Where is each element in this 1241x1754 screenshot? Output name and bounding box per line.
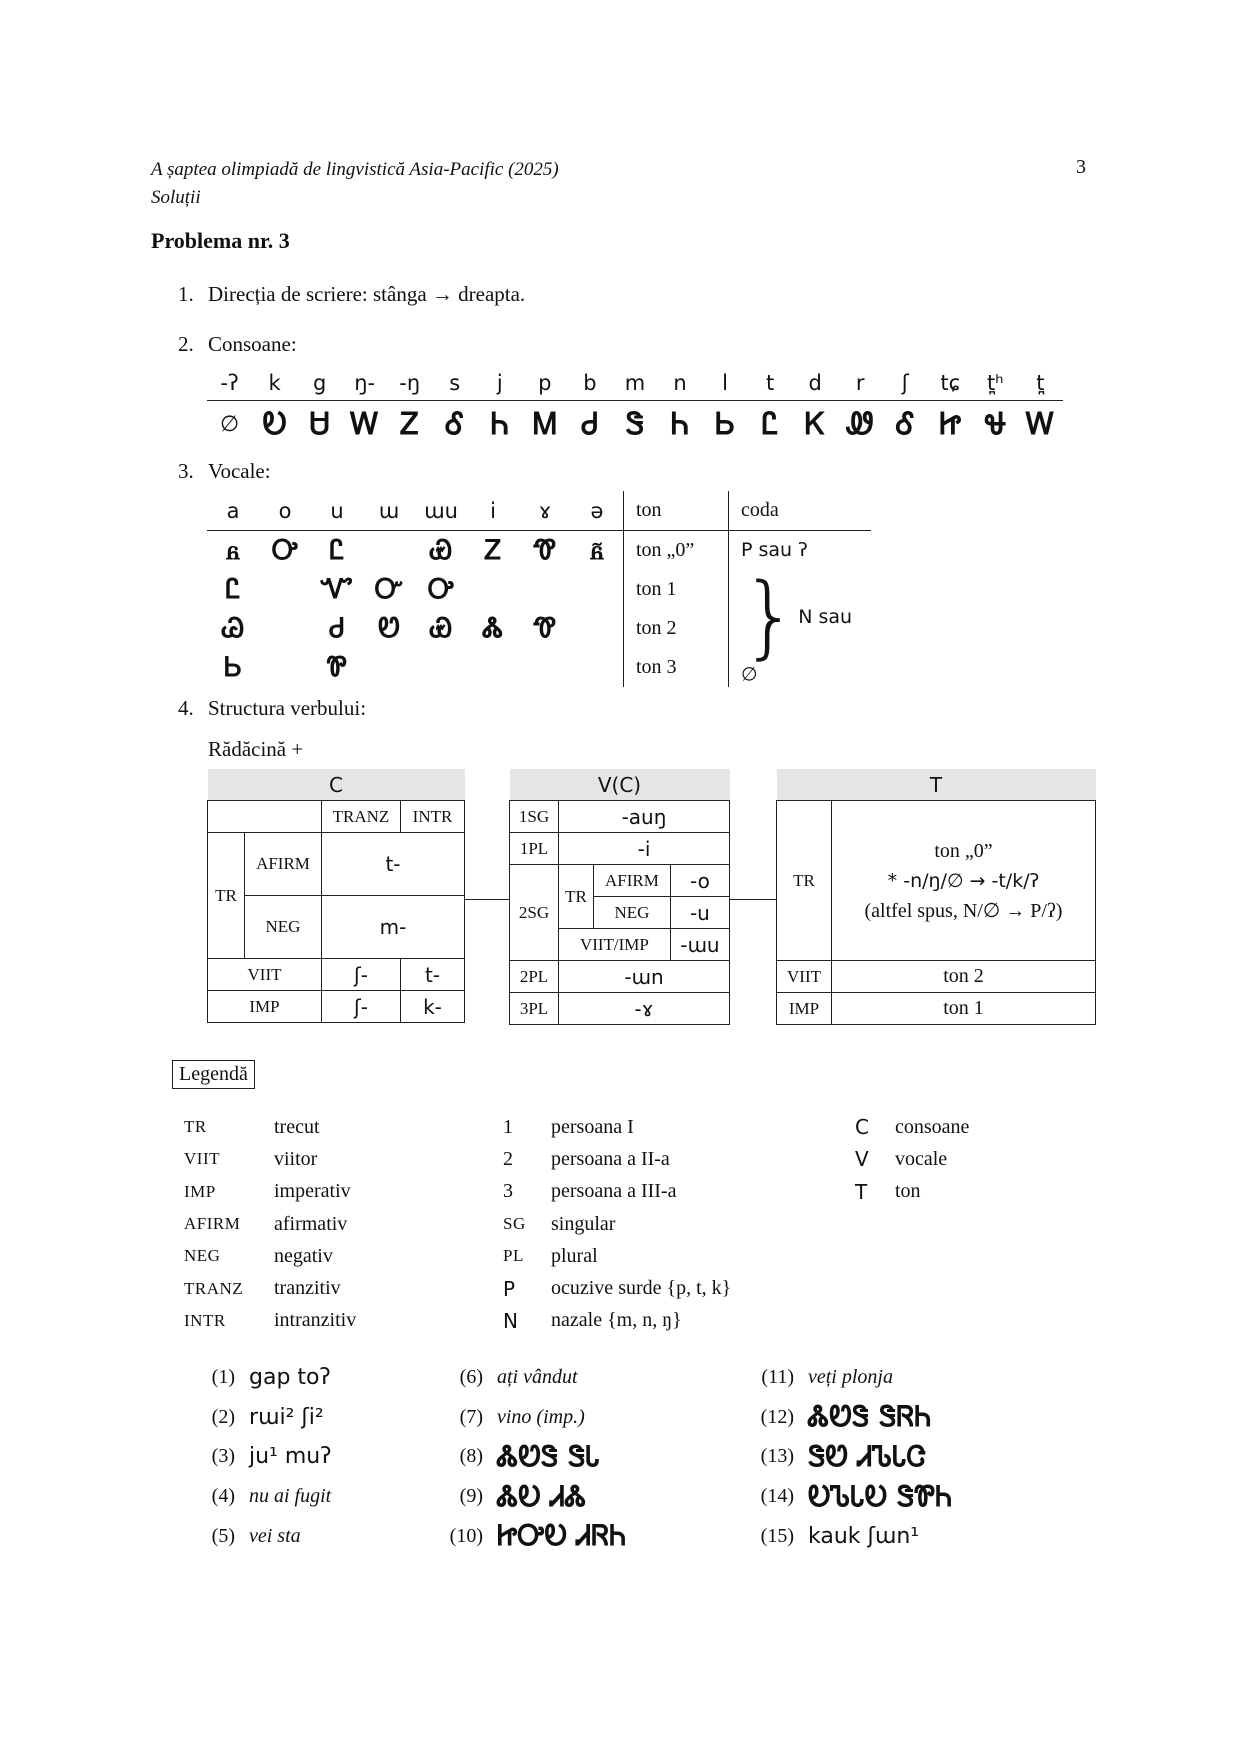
vowel-glyph [363,531,415,571]
consonant-sound: k [268,371,281,395]
brace-icon: } [741,563,799,669]
coda-n [729,563,872,687]
vowel-glyph [571,609,624,648]
legend-value: persoana a III-a [551,1180,677,1203]
example-text: rɯi² ʃi² [249,1404,324,1430]
legend-value: nazale {m, n, ŋ} [551,1309,682,1332]
vowel-glyph [571,570,624,609]
legend-value: intranzitiv [274,1309,357,1332]
vowel-glyph: Ꮼ [378,612,400,644]
consonant-glyph: Ꮒ [490,406,509,442]
t-head: T [777,769,1096,801]
vowel-glyph [467,648,519,687]
vowel-glyph: Ꮓ [484,534,502,566]
vowel-glyph [467,570,519,609]
consonant-glyph: Ꮄ [896,406,915,442]
legend-key: SG [503,1214,526,1234]
example-row [754,1398,952,1438]
example-text: kauk ʃɯn¹ [808,1523,920,1549]
v-tr-label: TR [559,865,594,929]
legend-row [184,1176,356,1208]
legend-key: TRANZ [184,1278,244,1298]
example-text: ᎧᏖᏓᎧ ᏕᏈᏂ [808,1479,953,1513]
coda-header: coda [729,491,872,531]
legend-row [855,1111,969,1143]
v-3pl-label: 3PL [510,993,559,1025]
c-head: C [208,769,465,801]
example-text: ᏜᏬᏕ ᏕᏒᏂ [808,1400,932,1434]
consonant-glyph: Ꮇ [532,406,557,442]
legend-key: 2 [503,1147,513,1170]
legend-value: ton [895,1180,921,1203]
vowel-header: ɯ [363,491,415,531]
legend-row [503,1208,731,1240]
consonant-glyph: Ꮄ [445,406,464,442]
vowel-glyph: Ꮘ [326,651,348,683]
legend-key: C [855,1115,869,1140]
c-imp-tranz: ʃ- [322,991,401,1023]
ton-label: ton 3 [624,648,729,687]
legend-row [184,1111,356,1143]
consonant-sound: -ŋ [399,371,421,395]
example-text: ᏜᏬᏕ ᏕᏓ [497,1439,600,1473]
example-text: ᏥᎤᎧ ᏗᏒᏂ [497,1519,627,1553]
vowel-glyph [571,648,624,687]
v-2sg-label: 2SG [510,865,559,961]
example-row [443,1477,626,1517]
example-number: (9) [459,1485,483,1508]
problem-title: Problema nr. 3 [151,228,290,253]
example-number: (10) [449,1524,483,1547]
c-imp-label: IMP [208,991,322,1023]
legend-key: PL [503,1246,524,1266]
consonant-sound: s [449,371,461,395]
example-row [205,1437,331,1477]
example-text: ᏜᎧ ᏗᏜ [497,1479,587,1513]
consonant-sound: -ʔ [220,371,239,395]
legend-row [184,1143,356,1175]
legend-value: viitor [274,1147,318,1170]
connector-line [465,899,509,900]
item-number: 3. [178,459,194,483]
vowel-glyph: Ꮱ [533,612,557,644]
example-text: ᏕᏬ ᏗᏖᏓᏣ [808,1439,926,1473]
legend-row [503,1143,731,1175]
vowel-glyph: Ꮚ [221,612,245,644]
legend-key: TR [184,1117,207,1137]
consonant-sound: t̪ [1036,371,1045,395]
coda-n-text: N sau ∅ [741,605,853,686]
v-1sg-label: 1SG [510,801,559,833]
vowel-header: u [311,491,363,531]
consonant-sound: j [496,371,503,395]
legend-value: negativ [274,1244,333,1267]
c-tr-neg-value: m- [322,896,465,959]
example-text: nu ai fugit [249,1485,332,1508]
legend-value: imperativ [274,1180,351,1203]
consonant-sounds-row [207,366,1063,401]
t-viit-value: ton 2 [832,961,1096,993]
legend-key: N [503,1308,518,1333]
example-number: (14) [760,1485,794,1508]
example-text: vino (imp.) [497,1405,585,1428]
legend-key: 3 [503,1180,513,1203]
example-row [754,1516,952,1556]
consonant-sound: d [808,371,822,395]
vowel-glyph: Ꮭ [329,534,345,566]
legend-col-person [503,1111,731,1337]
example-number: (8) [459,1445,483,1468]
consonant-table [207,366,1063,447]
ton-label: ton „0” [624,531,729,571]
legend-value: afirmativ [274,1212,348,1235]
c-tr-label: TR [208,833,245,959]
consonant-glyph: Ꮃ [1025,406,1055,442]
legend-row [855,1176,969,1208]
t-tr-label: TR [777,801,832,961]
c-imp-intr: k- [401,991,465,1023]
c-tr-afirm-value: t- [322,833,465,896]
item-number: 4. [178,696,194,720]
legend-value: ocuzive surde {p, t, k} [551,1277,732,1300]
consonant-glyph: Ꮶ [804,406,826,442]
t-viit-label: VIIT [777,961,832,993]
example-text: ați vândut [497,1366,578,1389]
consonant-glyph: Ꭷ [262,406,287,442]
example-row [205,1477,331,1517]
consonant-sound: l [722,371,728,395]
item-text: Consoane: [208,332,297,356]
example-number: (1) [211,1366,235,1389]
coda-p-text: P sau ʔ [741,539,808,561]
v-2pl-label: 2PL [510,961,559,993]
legend-key: P [503,1276,516,1301]
example-row [443,1398,626,1438]
vowel-glyph [363,648,415,687]
t-tr-line3: (altfel spus, N/∅ → P/ʔ) [864,899,1063,922]
vowel-glyph: Ꮟ [224,651,242,683]
consonant-sound: t̪ʰ [986,371,1004,395]
legend-row [855,1143,969,1175]
t-tr-line2: * -n/ŋ/∅ → -t/k/ʔ [887,869,1040,892]
t-tr-line1: ton „0” [934,839,993,862]
example-number: (2) [211,1405,235,1428]
vowel-glyph: Ꮿ [429,534,453,566]
consonant-sound: ŋ- [354,371,376,395]
c-tranz-header: TRANZ [322,801,401,833]
connector-line [730,899,776,900]
v-viitimp-value: -ɯu [670,929,729,961]
legend-key: T [855,1179,868,1204]
vowel-glyph [259,648,311,687]
legend-value: trecut [274,1115,320,1138]
example-number: (6) [459,1366,483,1389]
examples-col-2 [443,1358,626,1556]
consonant-glyph: Ꮺ [846,406,874,442]
example-number: (3) [211,1445,235,1468]
ton-label: ton 2 [624,609,729,648]
example-row [754,1437,952,1477]
consonant-sound: r [855,371,865,395]
consonant-glyph: ∅ [219,411,240,437]
v-2pl-value: -ɯn [559,961,730,993]
vowel-header: a [207,491,259,531]
vowel-header: o [259,491,311,531]
item-number: 1. [178,282,194,306]
vowel-header: i [467,491,519,531]
vowel-glyph: Ꮭ [225,573,241,605]
consonant-sound: g [312,371,327,395]
example-number: (5) [211,1524,235,1547]
legend-row [503,1176,731,1208]
v-viitimp-label: VIIT/IMP [559,929,671,961]
c-neg-label: NEG [245,896,322,959]
examples-col-3 [754,1358,952,1556]
v-1pl-value: -i [559,833,730,865]
vowel-glyph: Ꮷ [329,612,345,644]
legend-row [184,1272,356,1304]
header-title: A șaptea olimpiadă de lingvistică Asia-Pacific (2025) [151,159,559,180]
example-number: (15) [760,1524,794,1547]
legend-value: consoane [895,1115,970,1138]
vowel-header: ə [571,491,624,531]
vowel-glyph [415,648,467,687]
legend-row [184,1305,356,1337]
consonant-glyph: Ꮟ [715,406,735,442]
c-empty-cell [208,801,322,833]
example-text: veți plonja [808,1366,893,1389]
ton-header: ton [624,491,729,531]
vowel-glyph: Ꭴ [427,573,455,605]
legend-value: persoana a II-a [551,1147,670,1170]
legend-key: NEG [184,1246,221,1266]
c-intr-header: INTR [401,801,465,833]
v-1pl-label: 1PL [510,833,559,865]
example-row [205,1358,331,1398]
verb-c-table [207,769,465,1023]
item-text: Vocale: [208,459,271,483]
c-viit-intr: t- [401,959,465,991]
legend-title: Legendă [172,1060,255,1089]
example-row [205,1516,331,1556]
consonant-glyph: Ꮒ [670,406,690,442]
vowel-glyph: ᏺ̃ [590,534,604,566]
consonant-glyph: Ꮥ [625,406,645,442]
consonant-sound: tɕ [940,371,961,395]
v-head: V(C) [510,769,730,801]
consonant-sound: n [673,371,687,395]
consonant-glyph: Ꮵ [939,406,962,442]
legend-key: VIIT [184,1149,220,1169]
consonant-glyph: Ꮓ [400,406,420,442]
example-number: (13) [760,1445,794,1468]
example-text: vei sta [249,1524,301,1547]
verb-t-table [776,769,1096,1025]
consonant-glyph: Ꮜ [309,406,330,442]
header-subtitle: Soluții [151,187,201,208]
legend-key: IMP [184,1181,216,1201]
vowel-header: ɤ [519,491,571,531]
t-tr-value [832,801,1096,961]
examples-col-1 [205,1358,331,1556]
page-number: 3 [1076,156,1086,178]
vowel-glyph: Ꮬ [482,612,504,644]
v-neg-value: -u [670,897,729,929]
legend-value: tranzitiv [274,1277,341,1300]
v-1sg-value: -auŋ [559,801,730,833]
legend-key: INTR [184,1310,226,1330]
example-row [754,1358,952,1398]
legend-value: persoana I [551,1115,634,1138]
root-label: Rădăcină + [208,737,304,761]
legend-key: V [855,1147,869,1172]
vowel-glyph: ᏺ [226,534,240,566]
item-number: 2. [178,332,194,356]
consonant-glyph: Ꮭ [761,406,779,442]
legend-row [503,1111,731,1143]
item-verb-structure [178,696,367,721]
vowel-glyph [259,570,311,609]
example-number: (7) [459,1405,483,1428]
example-row [443,1358,626,1398]
legend-row [503,1272,731,1304]
v-neg-label: NEG [594,897,671,929]
legend-value: singular [551,1212,616,1235]
legend-row [503,1240,731,1272]
legend-row [184,1240,356,1272]
legend-value: vocale [895,1147,948,1170]
item-text: Structura verbului: [208,696,367,720]
item-text: Direcția de scriere: stânga → dreapta. [208,282,526,306]
vowel-glyph: Ꭴ [271,534,299,566]
example-row [205,1398,331,1438]
consonant-sound: ʃ [901,371,909,395]
consonant-sound: b [583,371,597,395]
vowel-glyph [519,648,571,687]
legend-key: 1 [503,1115,513,1138]
legend-col-units [855,1111,969,1208]
vowel-glyph [519,570,571,609]
vowel-table [207,491,871,687]
legend-row [184,1208,356,1240]
example-row [754,1477,952,1517]
verb-v-table [509,769,730,1025]
legend-key: AFIRM [184,1214,241,1234]
example-row [443,1437,626,1477]
ton-label: ton 1 [624,570,729,609]
consonant-glyph: Ꮷ [581,406,599,442]
example-number: (11) [761,1366,794,1389]
example-text: gap toʔ [249,1365,331,1391]
t-imp-value: ton 1 [832,993,1096,1025]
legend-col-abbrev [184,1111,356,1337]
legend-row [503,1305,731,1337]
example-row [443,1516,626,1556]
consonant-glyph: Ꮃ [350,406,380,442]
consonant-sound: t [765,371,775,395]
v-afirm-value: -o [670,865,729,897]
vowel-header: ɯu [415,491,467,531]
consonant-sound: m [624,371,646,395]
legend-value: plural [551,1244,598,1267]
running-header [151,156,559,212]
consonant-glyphs-row [207,401,1063,447]
example-text: ju¹ muʔ [249,1444,332,1470]
vowel-glyph: Ꮿ [429,612,453,644]
consonant-sound: p [538,371,552,395]
vowel-glyph [259,609,311,648]
t-imp-label: IMP [777,993,832,1025]
example-number: (4) [211,1485,235,1508]
vowel-glyph: Ꮙ [320,573,354,605]
item-vowels [178,459,271,484]
item-consonants [178,332,297,357]
c-viit-label: VIIT [208,959,322,991]
example-number: (12) [760,1405,794,1428]
consonant-glyph: Ꮰ [984,406,1007,442]
vowel-glyph: Ꮱ [533,534,557,566]
c-afirm-label: AFIRM [245,833,322,896]
v-3pl-value: -ɤ [559,993,730,1025]
item-direction [178,282,526,307]
v-afirm-label: AFIRM [594,865,671,897]
c-viit-tranz: ʃ- [322,959,401,991]
vowel-glyph: Ꮕ [374,573,404,605]
